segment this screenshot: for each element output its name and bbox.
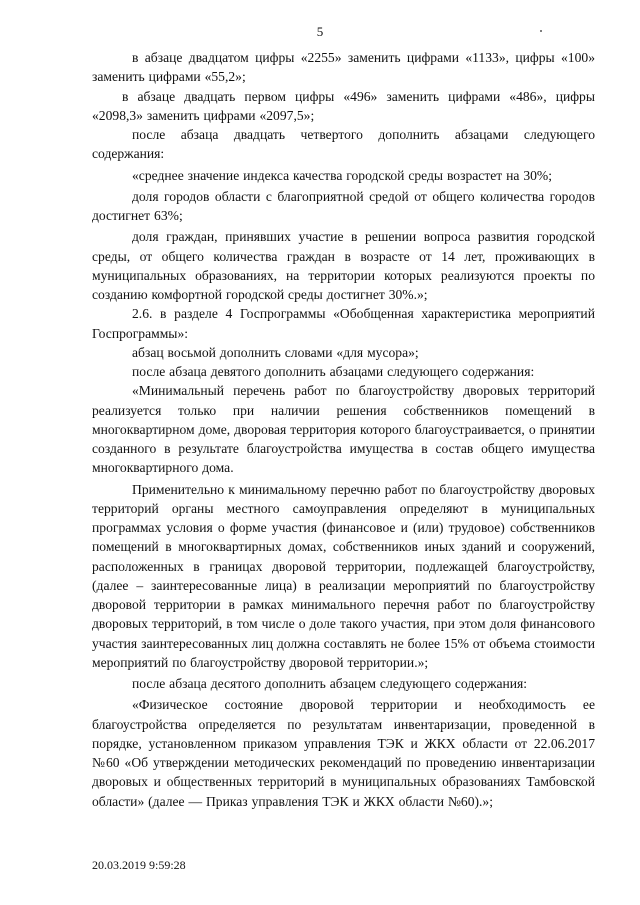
paragraph-13: «Физическое состояние дворовой территории и необходимость ее благоустройства определяется по результатам инвентаризации, проведенной в порядке, установленном приказом управления ТЭК и ЖКХ области от 22.06.2017 №60 «Об утверждении методических рекомендаций по проведению инвентаризации дворовых и общественных территорий в муниципальных образованиях Тамбовской области» (далее — Приказ управления ТЭК и ЖКХ области №60).»; bbox=[92, 697, 595, 809]
paragraph-12: после абзаца десятого дополнить абзацем следующего содержания: bbox=[132, 676, 528, 691]
paragraph-4: «среднее значение индекса качества городской среды возрастет на 30%; bbox=[132, 167, 553, 183]
page-number: 5 bbox=[316, 24, 324, 39]
paragraph-1: в абзаце двадцатом цифры «2255» заменить цифрами «1133», цифры «100» заменить цифрами «55,2»; bbox=[92, 50, 595, 85]
paragraph-10: «Минимальный перечень работ по благоустройству дворовых территорий реализуется только при наличии решения собственников помещений в многоквартирном доме, дворовая территория которого благоустраивается, о принятии созданного в результате благоустройства имущества в состав общего имущества многоквартирного дома. bbox=[92, 383, 595, 476]
paragraph-8: абзац восьмой дополнить словами «для мусора»; bbox=[132, 344, 419, 360]
scan-dot bbox=[540, 30, 542, 32]
paragraph-9: после абзаца девятого дополнить абзацами следующего содержания: bbox=[132, 364, 535, 379]
document-body bbox=[92, 48, 595, 811]
paragraph-5: доля городов области с благоприятной средой от общего количества городов достигнет 63%; bbox=[92, 188, 595, 223]
paragraph-6: доля граждан, принявших участие в решении вопроса развития городской среды, от общего количества граждан в возрасте от 14 лет, проживающих в муниципальных образованиях, на территории которых реализуются проекты по созданию комфортной городской среды достигнет 30%.»; bbox=[92, 229, 595, 302]
paragraph-2: в абзаце двадцать первом цифры «496» заменить цифрами «486», цифры «2098,3» заменить цифрами «2097,5»; bbox=[92, 88, 595, 123]
footer-timestamp: 20.03.2019 9:59:28 bbox=[92, 858, 186, 872]
paragraph-7: 2.6. в разделе 4 Госпрограммы «Обобщенная характеристика мероприятий Госпрограммы»: bbox=[92, 306, 595, 341]
paragraph-11: Применительно к минимальному перечню работ по благоустройству дворовых территорий органы местного самоуправления определяют в муниципальных программах условия о форме участия (финансовое и (или) трудовое) собственников помещений в многоквартирных домах, собственников иных зданий и сооружений, расположенных в границах дворовой территории, подлежащей благоустройству, (далее – заинтересованные лица) в реализации мероприятий по благоустройству дворовой территории в рамках минимального перечня работ по благоустройству дворовых территорий, в том числе о доле такого участия, при этом доля финансового участия заинтересованных лиц должна составлять не более 15% от объема стоимости мероприятий по благоустройству дворовой территории.»; bbox=[92, 481, 595, 670]
paragraph-3: после абзаца двадцать четвертого дополнить абзацами следующего содержания: bbox=[92, 127, 595, 162]
